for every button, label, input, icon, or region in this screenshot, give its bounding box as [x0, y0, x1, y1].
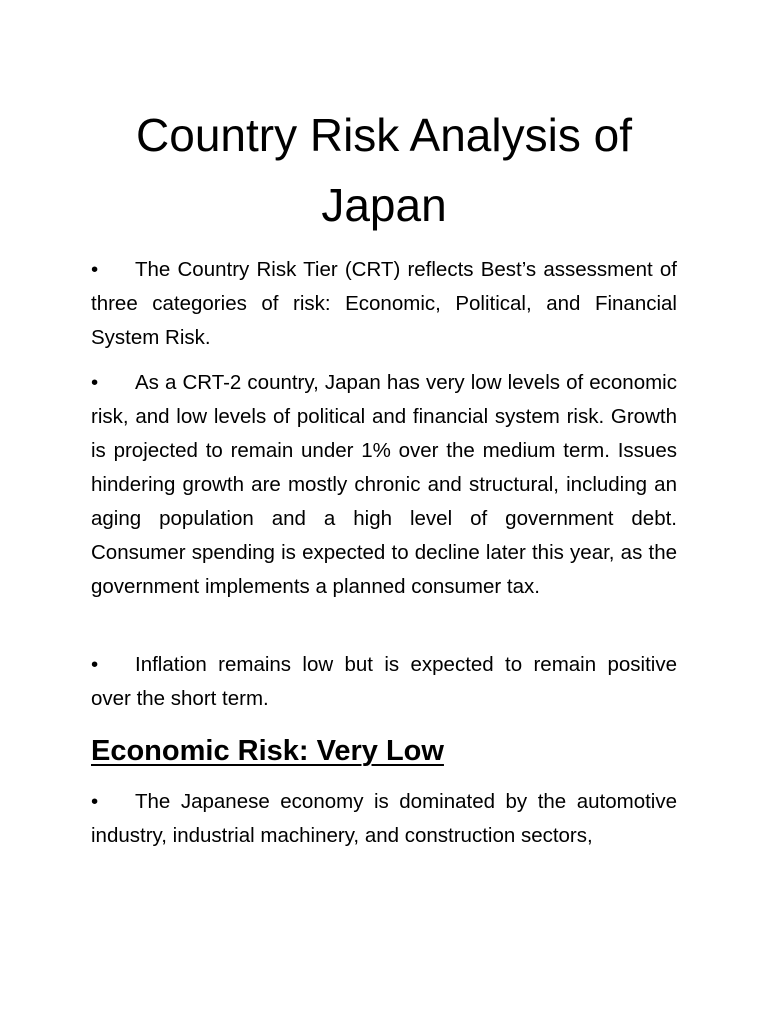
section-heading: Economic Risk: Very Low — [91, 735, 444, 767]
bullet-marker: • — [91, 790, 99, 813]
bullet-marker: • — [91, 258, 99, 281]
bullet-marker: • — [91, 653, 99, 676]
paragraph-text: The Country Risk Tier (CRT) reflects Best’s assessment of three categories of risk: Economic, Political, and Financial System Risk. — [91, 258, 677, 349]
document-title: Country Risk Analysis of Japan — [136, 109, 632, 231]
paragraph-text: Inflation remains low but is expected to remain positive over the short term. — [91, 653, 677, 710]
paragraph-text: As a CRT-2 country, Japan has very low levels of economic risk, and low levels of political and financial system risk. Growth is projected to remain under 1% over the medium term. Issues hindering growth are mostly chronic and structural, including an aging population and a high level of government debt. Consumer spending is expected to decline later this year, as the government implements a planned consumer tax. — [91, 371, 677, 598]
paragraph-text: The Japanese economy is dominated by the automotive industry, industrial machinery, and construction sectors, — [91, 790, 677, 847]
bullet-paragraph-1 — [91, 253, 677, 355]
bullet-marker: • — [91, 371, 99, 394]
section-bullet-paragraph-1 — [91, 785, 677, 853]
bullet-paragraph-3 — [91, 648, 677, 716]
bullet-paragraph-2 — [91, 366, 677, 604]
